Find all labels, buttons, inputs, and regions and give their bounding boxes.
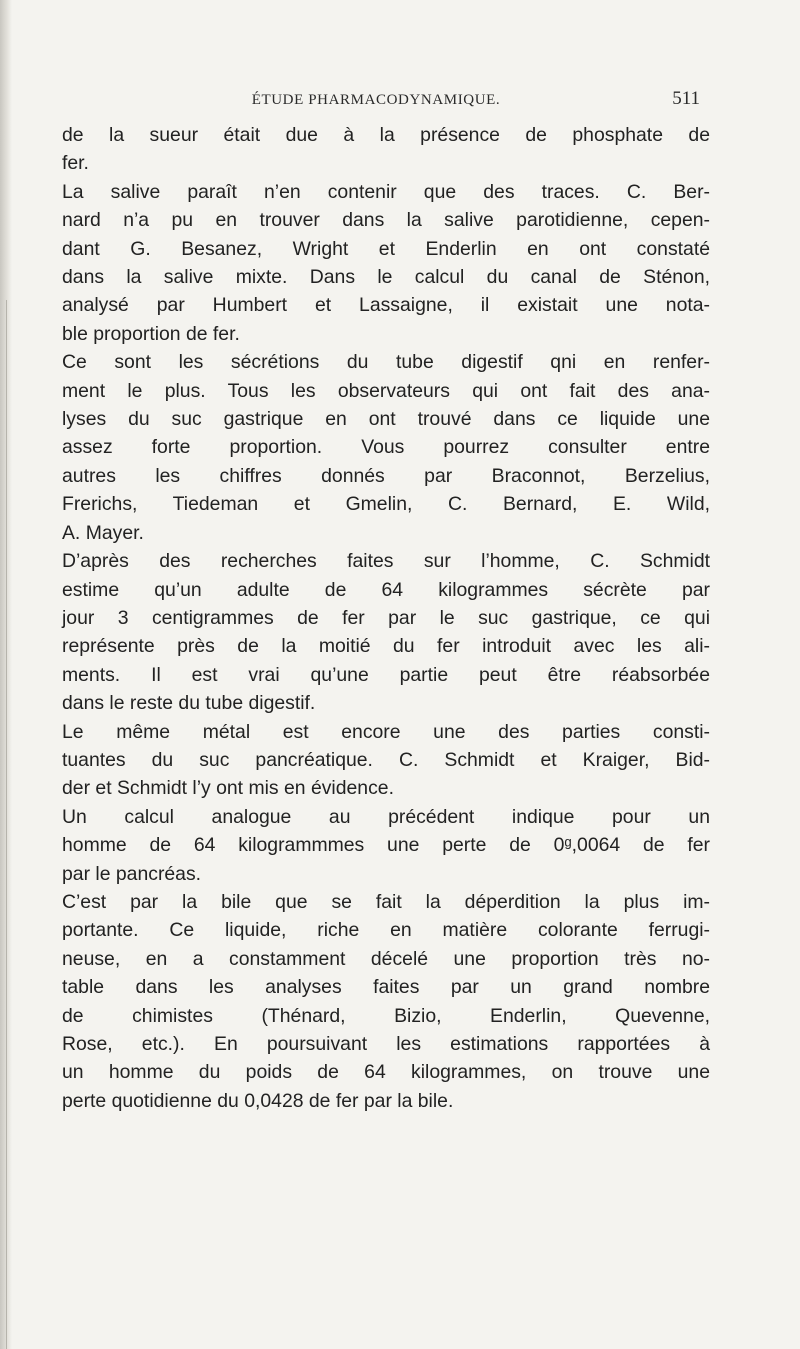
- text-line: par le pancréas.: [62, 862, 202, 885]
- text-line: ments. Il est vrai qu’une partie peut être réabsorbée: [62, 663, 710, 686]
- text-line: nard n’a pu en trouver dans la salive parotidienne, cepen-: [62, 209, 710, 232]
- text-line: Un calcul analogue au précédent indique pour un: [62, 805, 710, 828]
- page-number: 511: [672, 88, 700, 109]
- text-line: portante. Ce liquide, riche en matière colorante ferrugi-: [62, 919, 710, 942]
- text-line: neuse, en a constamment décelé une proportion très no-: [62, 947, 710, 970]
- text-line: table dans les analyses faites par un grand nombre: [62, 976, 710, 999]
- text-line: dans le reste du tube digestif.: [62, 692, 316, 715]
- text-line: A. Mayer.: [62, 521, 144, 544]
- text-line: Frerichs, Tiedeman et Gmelin, C. Bernard, E. Wild,: [62, 493, 710, 516]
- text-line: assez forte proportion. Vous pourrez consulter entre: [62, 436, 710, 459]
- text-line: représente près de la moitié du fer introduit avec les ali-: [62, 635, 710, 658]
- page-header: [52, 88, 700, 118]
- text-line: fer.: [62, 152, 89, 175]
- text-line: dans la salive mixte. Dans le calcul du canal de Sténon,: [62, 266, 710, 289]
- text-line: C’est par la bile que se fait la déperdition la plus im-: [62, 890, 710, 913]
- text-line: dant G. Besanez, Wright et Enderlin en ont constaté: [62, 237, 710, 260]
- text-line: lyses du suc gastrique en ont trouvé dans ce liquide une: [62, 408, 710, 431]
- text-line: tuantes du suc pancréatique. C. Schmidt et Kraiger, Bid-: [62, 748, 710, 771]
- text-line: perte quotidienne du 0,0428 de fer par la bile.: [62, 1089, 454, 1112]
- text-line: Ce sont les sécrétions du tube digestif qni en renfer-: [62, 351, 710, 374]
- text-line: analysé par Humbert et Lassaigne, il existait une nota-: [62, 294, 710, 317]
- text-line: estime qu’un adulte de 64 kilogrammes sécrète par: [62, 578, 710, 601]
- text-line: un homme du poids de 64 kilogrammes, on trouve une: [62, 1061, 710, 1084]
- text-line: Rose, etc.). En poursuivant les estimations rapportées à: [62, 1033, 710, 1055]
- text-line: La salive paraît n’en contenir que des traces. C. Ber-: [62, 180, 710, 203]
- text-line: D’après des recherches faites sur l’homme, C. Schmidt: [62, 550, 710, 573]
- text-line: de la sueur était due à la présence de phosphate de: [62, 124, 710, 146]
- body-text: [62, 121, 710, 1115]
- text-line: der et Schmidt l’y ont mis en évidence.: [62, 777, 394, 800]
- text-line: ble proportion de fer.: [62, 322, 240, 345]
- text-line: Le même métal est encore une des parties consti-: [62, 720, 710, 743]
- text-line: ment le plus. Tous les observateurs qui ont fait des ana-: [62, 379, 710, 402]
- text-line: homme de 64 kilogrammmes une perte de 0ᵍ,0064 de fer: [62, 834, 710, 857]
- binding-shadow-line: [6, 300, 7, 1349]
- text-line: de chimistes (Thénard, Bizio, Enderlin, Quevenne,: [62, 1004, 710, 1027]
- running-head: ÉTUDE PHARMACODYNAMIQUE.: [251, 92, 501, 108]
- text-line: jour 3 centigrammes de fer par le suc gastrique, ce qui: [62, 606, 710, 629]
- text-line: autres les chiffres donnés par Braconnot, Berzelius,: [62, 464, 710, 487]
